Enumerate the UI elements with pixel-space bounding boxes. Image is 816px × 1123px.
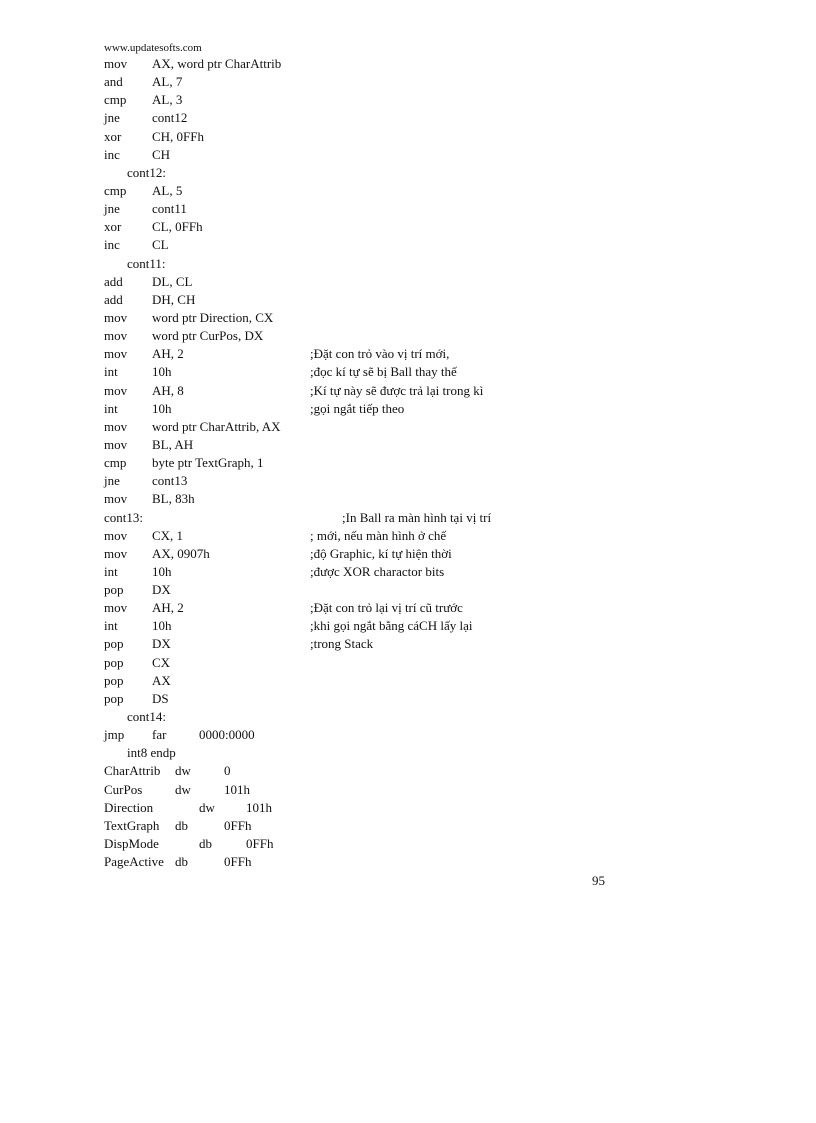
variable-directive: db	[175, 817, 188, 833]
code-operand: 10h	[152, 364, 172, 380]
code-operand: CL	[152, 237, 169, 253]
variable-directive: db	[199, 836, 212, 852]
code-mnemonic: xor	[104, 128, 122, 144]
code-mnemonic: mov	[104, 382, 128, 398]
code-operand: 10h	[152, 400, 172, 416]
variable-directive: dw	[199, 799, 215, 815]
code-operand: DX	[152, 636, 171, 652]
variable-name: PageActive	[104, 854, 164, 870]
code-mnemonic: mov	[104, 56, 128, 71]
code-operand: AL, 5	[152, 182, 183, 198]
code-mnemonic: mov	[104, 491, 128, 507]
code-operand: DL, CL	[152, 273, 193, 289]
code-operand: word ptr CharAttrib, AX	[152, 418, 281, 434]
code-label: cont11:	[127, 255, 166, 271]
code-label: cont14:	[127, 709, 166, 725]
code-mnemonic: jne	[104, 110, 120, 126]
code-mnemonic: add	[104, 273, 123, 289]
code-mnemonic: mov	[104, 418, 128, 434]
code-comment: ;Đặt con trỏ lại vị trí cũ trước	[310, 600, 463, 616]
code-operand: AX, word ptr CharAttrib	[152, 56, 282, 71]
code-mnemonic: mov	[104, 600, 128, 616]
code-operand: CX, 1	[152, 527, 184, 543]
code-comment: ;In Ball ra màn hình tại vị trí	[342, 509, 492, 525]
code-mnemonic: mov	[104, 436, 128, 452]
code-operand: cont11	[152, 201, 187, 217]
code-comment: ;được XOR charactor bits	[310, 563, 445, 579]
code-mnemonic: pop	[104, 690, 124, 706]
code-mnemonic: jne	[104, 473, 120, 489]
code-mnemonic: mov	[104, 328, 128, 344]
code-mnemonic: xor	[104, 219, 122, 235]
page-number: 95	[592, 873, 605, 888]
code-mnemonic: cmp	[104, 182, 127, 198]
code-comment: ; mới, nếu màn hình ở chế	[310, 527, 447, 543]
code-mnemonic: mov	[104, 545, 128, 561]
code-operand: AX	[152, 672, 171, 688]
code-mnemonic: jne	[104, 201, 120, 217]
code-operand: 10h	[152, 618, 172, 634]
code-operand: DH, CH	[152, 291, 196, 307]
variable-value: 0FFh	[224, 817, 252, 833]
code-mnemonic: pop	[104, 582, 124, 598]
code-label: int8 endp	[127, 745, 176, 761]
code-mnemonic: cmp	[104, 455, 127, 471]
code-mnemonic: add	[104, 291, 123, 307]
code-operand: far	[152, 727, 167, 743]
code-operand: cont12	[152, 110, 188, 126]
variable-value: 101h	[246, 799, 272, 815]
code-mnemonic: pop	[104, 654, 124, 670]
variable-name: TextGraph	[104, 817, 160, 833]
code-operand: CH, 0FFh	[152, 128, 205, 144]
code-operand: AH, 2	[152, 600, 184, 616]
code-operand: CH	[152, 146, 171, 162]
code-operand: AL, 3	[152, 92, 183, 108]
site-url: www.updatesofts.com	[104, 42, 202, 54]
code-mnemonic: mov	[104, 346, 128, 362]
code-operand: 10h	[152, 563, 172, 579]
code-operand: word ptr Direction, CX	[152, 309, 274, 325]
code-comment: ;gọi ngắt tiếp theo	[310, 400, 405, 416]
code-mnemonic: mov	[104, 527, 128, 543]
code-operand: word ptr CurPos, DX	[152, 328, 264, 344]
code-operand: AX, 0907h	[152, 545, 210, 561]
code-label: cont12:	[127, 164, 166, 180]
code-operand: cont13	[152, 473, 188, 489]
code-mnemonic: int	[104, 563, 118, 579]
variable-directive: db	[175, 854, 188, 870]
code-operand: DS	[152, 690, 169, 706]
code-operand: BL, AH	[152, 436, 194, 452]
code-operand: 0000:0000	[199, 727, 255, 743]
code-operand: CX	[152, 654, 171, 670]
code-mnemonic: jmp	[104, 727, 125, 743]
code-comment: ;đọc kí tự sẽ bị Ball thay thế	[310, 364, 457, 380]
code-mnemonic: mov	[104, 309, 128, 325]
variable-value: 0FFh	[246, 836, 274, 852]
code-comment: ;Kí tự này sẽ được trả lại trong kì	[310, 382, 484, 398]
code-operand: byte ptr TextGraph, 1	[152, 455, 264, 471]
code-comment: ;độ Graphic, kí tự hiện thời	[310, 545, 452, 561]
variable-value: 0	[224, 763, 231, 779]
code-operand: AL, 7	[152, 74, 183, 90]
variable-name: CurPos	[104, 781, 143, 797]
code-operand: CL, 0FFh	[152, 219, 203, 235]
variable-directive: dw	[175, 781, 191, 797]
code-comment: ;Đặt con trỏ vào vị trí mới,	[310, 346, 450, 362]
code-operand: BL, 83h	[152, 491, 195, 507]
code-mnemonic: int	[104, 364, 118, 380]
code-mnemonic: inc	[104, 146, 120, 162]
code-mnemonic: int	[104, 618, 118, 634]
code-operand: AH, 2	[152, 346, 184, 362]
code-operand: AH, 8	[152, 382, 184, 398]
variable-directive: dw	[175, 763, 191, 779]
code-comment: ;trong Stack	[310, 636, 374, 652]
variable-name: Direction	[104, 799, 154, 815]
variable-value: 101h	[224, 781, 250, 797]
code-label: cont13:	[104, 509, 143, 525]
variable-name: CharAttrib	[104, 763, 161, 779]
code-mnemonic: and	[104, 74, 123, 90]
code-mnemonic: cmp	[104, 92, 127, 108]
code-mnemonic: pop	[104, 636, 124, 652]
code-mnemonic: int	[104, 400, 118, 416]
variable-name: DispMode	[104, 836, 159, 852]
variable-value: 0FFh	[224, 854, 252, 870]
code-operand: DX	[152, 582, 171, 598]
code-mnemonic: pop	[104, 672, 124, 688]
code-mnemonic: inc	[104, 237, 120, 253]
code-comment: ;khi gọi ngắt bằng cáCH lấy lại	[310, 618, 473, 634]
